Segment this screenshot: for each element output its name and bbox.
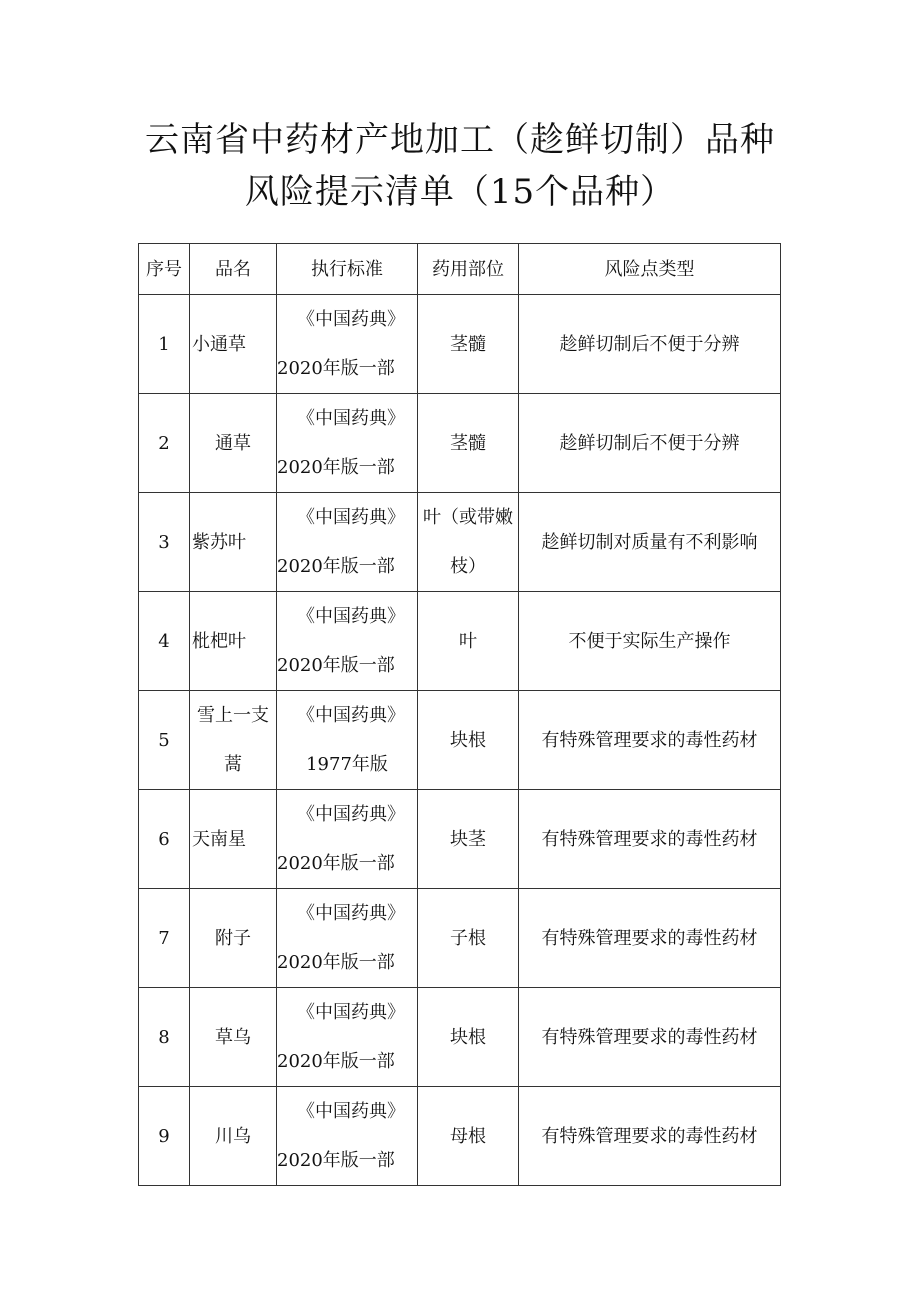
row-name	[190, 1087, 277, 1186]
row-risk	[519, 790, 781, 889]
row-name	[190, 790, 277, 889]
row-name-text: 小通草	[192, 333, 246, 355]
row-no	[139, 889, 190, 988]
row-part	[418, 691, 519, 790]
row-risk	[519, 592, 781, 691]
standard-edition: 2020年版一部	[277, 358, 395, 379]
row-standard	[277, 988, 418, 1087]
row-standard	[277, 889, 418, 988]
standard-title: 《中国药典》	[297, 507, 405, 528]
row-risk	[519, 493, 781, 592]
standard-title: 《中国药典》	[297, 309, 405, 330]
standard-title: 《中国药典》	[297, 903, 405, 924]
row-risk	[519, 988, 781, 1087]
standard-title: 《中国药典》	[297, 705, 405, 726]
row-risk	[519, 394, 781, 493]
row-risk-text: 趁鲜切制后不便于分辨	[559, 432, 740, 454]
row-name-text: 川乌	[215, 1125, 251, 1147]
row-name-text: 雪上一支蒿	[197, 705, 269, 775]
row-part-text: 茎髓	[450, 432, 486, 454]
standard-title: 《中国药典》	[297, 1002, 405, 1023]
row-part	[418, 295, 519, 394]
table-row	[139, 691, 781, 790]
row-risk-text: 有特殊管理要求的毒性药材	[541, 828, 758, 850]
table-row	[139, 592, 781, 691]
standard-edition: 1977年版	[306, 754, 388, 775]
row-standard	[277, 394, 418, 493]
row-no-text: 7	[158, 927, 170, 949]
risk-list-table	[138, 243, 781, 1186]
row-part-text: 子根	[450, 927, 486, 949]
row-name	[190, 493, 277, 592]
row-standard	[277, 592, 418, 691]
row-part-text: 茎髓	[450, 333, 486, 355]
row-no-text: 4	[158, 630, 170, 652]
row-no-text: 3	[158, 531, 170, 553]
row-part	[418, 790, 519, 889]
row-name-text: 附子	[215, 927, 251, 949]
row-part	[418, 988, 519, 1087]
standard-edition: 2020年版一部	[277, 457, 395, 478]
page-title-line-2: 风险提示清单（15个品种）	[244, 172, 676, 212]
standard-edition: 2020年版一部	[277, 952, 395, 973]
row-risk-text: 有特殊管理要求的毒性药材	[541, 729, 758, 751]
row-part-text: 母根	[450, 1125, 486, 1147]
table-body	[139, 295, 781, 1186]
standard-edition: 2020年版一部	[277, 1051, 395, 1072]
row-no	[139, 1087, 190, 1186]
row-no-text: 2	[158, 432, 170, 454]
row-part-text: 块根	[450, 1026, 486, 1048]
row-name-text: 天南星	[192, 828, 246, 850]
row-standard	[277, 1087, 418, 1186]
standard-edition: 2020年版一部	[277, 1150, 395, 1171]
row-name-text: 草乌	[215, 1026, 251, 1048]
row-part	[418, 493, 519, 592]
row-no-text: 6	[158, 828, 170, 850]
standard-edition: 2020年版一部	[277, 655, 395, 676]
row-name	[190, 592, 277, 691]
row-name-text: 通草	[215, 432, 251, 454]
row-no	[139, 691, 190, 790]
header-standard: 执行标准	[277, 244, 418, 295]
row-part	[418, 592, 519, 691]
row-risk-text: 趁鲜切制对质量有不利影响	[541, 531, 758, 553]
row-part	[418, 889, 519, 988]
row-name	[190, 394, 277, 493]
table-header-row	[139, 244, 781, 295]
row-no	[139, 394, 190, 493]
row-standard	[277, 790, 418, 889]
header-name: 品名	[190, 244, 277, 295]
row-part	[418, 394, 519, 493]
standard-title: 《中国药典》	[297, 408, 405, 429]
row-name-text: 紫苏叶	[192, 531, 246, 553]
row-no	[139, 493, 190, 592]
row-no-text: 9	[158, 1125, 170, 1147]
row-part-text: 叶（或带嫩枝）	[423, 507, 513, 577]
row-standard	[277, 493, 418, 592]
standard-edition: 2020年版一部	[277, 556, 395, 577]
standard-edition: 2020年版一部	[277, 853, 395, 874]
table-row	[139, 988, 781, 1087]
standard-title: 《中国药典》	[297, 606, 405, 627]
standard-title: 《中国药典》	[297, 804, 405, 825]
row-risk-text: 不便于实际生产操作	[568, 630, 731, 652]
row-no-text: 1	[158, 333, 170, 355]
page-title-line-1: 云南省中药材产地加工（趁鲜切制）品种	[145, 120, 775, 160]
header-no: 序号	[139, 244, 190, 295]
header-part: 药用部位	[418, 244, 519, 295]
row-part-text: 块根	[450, 729, 486, 751]
table-row	[139, 394, 781, 493]
row-no	[139, 592, 190, 691]
row-name	[190, 988, 277, 1087]
row-name	[190, 889, 277, 988]
row-risk	[519, 295, 781, 394]
row-no-text: 8	[158, 1026, 170, 1048]
row-no	[139, 295, 190, 394]
row-no-text: 5	[158, 729, 170, 751]
row-standard	[277, 295, 418, 394]
row-no	[139, 988, 190, 1087]
table-row	[139, 790, 781, 889]
row-risk-text: 有特殊管理要求的毒性药材	[541, 1125, 758, 1147]
row-name	[190, 691, 277, 790]
row-risk-text: 有特殊管理要求的毒性药材	[541, 1026, 758, 1048]
row-no	[139, 790, 190, 889]
row-risk-text: 有特殊管理要求的毒性药材	[541, 927, 758, 949]
table-row	[139, 493, 781, 592]
table-row	[139, 1087, 781, 1186]
table-row	[139, 295, 781, 394]
header-risk: 风险点类型	[519, 244, 781, 295]
row-risk-text: 趁鲜切制后不便于分辨	[559, 333, 740, 355]
row-risk	[519, 1087, 781, 1186]
standard-title: 《中国药典》	[297, 1101, 405, 1122]
row-part-text: 块茎	[450, 828, 486, 850]
row-part	[418, 1087, 519, 1186]
table-row	[139, 889, 781, 988]
row-name	[190, 295, 277, 394]
row-name-text: 枇杷叶	[192, 630, 246, 652]
row-standard	[277, 691, 418, 790]
row-risk	[519, 889, 781, 988]
row-risk	[519, 691, 781, 790]
row-part-text: 叶	[459, 630, 477, 652]
